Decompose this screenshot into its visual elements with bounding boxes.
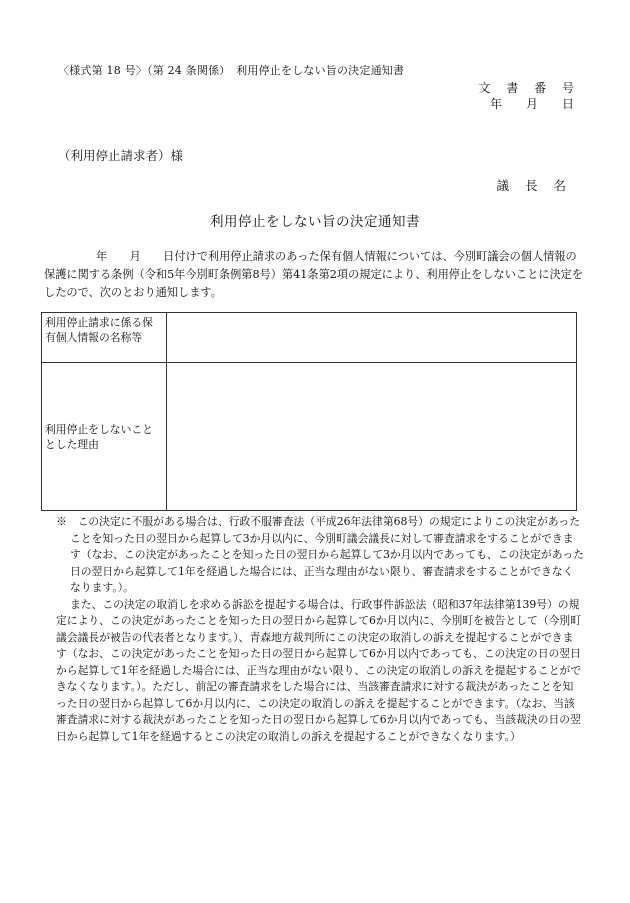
decision-table — [41, 312, 577, 511]
document-title: 利用停止をしない旨の決定通知書 — [210, 214, 420, 230]
table-row — [42, 313, 577, 363]
addressee: （利用停止請求者）様 — [58, 148, 184, 163]
notes-section — [52, 514, 584, 745]
reason-label: 利用停止をしないこととした理由 — [42, 363, 167, 511]
info-name-label: 利用停止請求に係る保有個人情報の名称等 — [42, 313, 167, 363]
info-name-value — [167, 313, 577, 363]
document-meta — [479, 80, 580, 112]
sender-name: 議 長 名 — [496, 178, 572, 193]
reason-value — [167, 363, 577, 511]
lawsuit-note: また、この決定の取消しを求める訴訟を提起する場合は、行政事件訴訟法（昭和37年法律第139号）の規定により、この決定があったことを知った日の翌日から起算して6か月以内に、今別町を被告として（今別町議会議長が被告の代表者となります。）、青森地方裁判所にこの決定の取消しの訴えを提起することができます（なお、この決定があったことを知った日の翌日から起算して6か月以内であっても、この決定の日の翌日から起算して1年を経過した場合には、正当な理由がない限り、この決定の取消しの訴えを提起することができなくなります。）。ただし、前記の審査請求をした場合には、当該審査請求に対する裁決があったことを知った日の翌日から起算して6か月以内に、この決定の取消しの訴えを提起することができます。（なお、当該審査請求に対する裁決があったことを知った日の翌日から起算して6か月以内であっても、当該裁決の日の翌日から起算して1年を経過するとこの決定の取消しの訴えを提起することができなくなります。） — [56, 597, 582, 743]
intro-paragraph: 年 月 日付けで利用停止請求のあった保有個人情報については、今別町議会の個人情報の保護に関する条例（令和5年今別町条例第8号）第41条第2項の規定により、利用停止をしないことに決定をしたので、次のとおり通知します。 — [44, 250, 584, 299]
table-row — [42, 363, 577, 511]
document-number: 文 書 番 号 — [478, 81, 580, 95]
appeal-note: ※ この決定に不服がある場合は、行政不服審査法（平成26年法律第68号）の規定によりこの決定があったことを知った日の翌日から起算して3か月以内に、今別町議会議長に対して審査請求をすることができます（なお、この決定があったことを知った日の翌日から起算して3か月以内であっても、この決定があった日の翌日から起算して1年を経過した場合には、正当な理由がない限り、審査請求をすることができなくなります。）。 — [56, 515, 584, 594]
document-date: 年 月 日 — [489, 97, 580, 111]
form-label: 〈様式第 18 号〉（第 24 条関係） 利用停止をしない旨の決定通知書 — [58, 64, 405, 77]
